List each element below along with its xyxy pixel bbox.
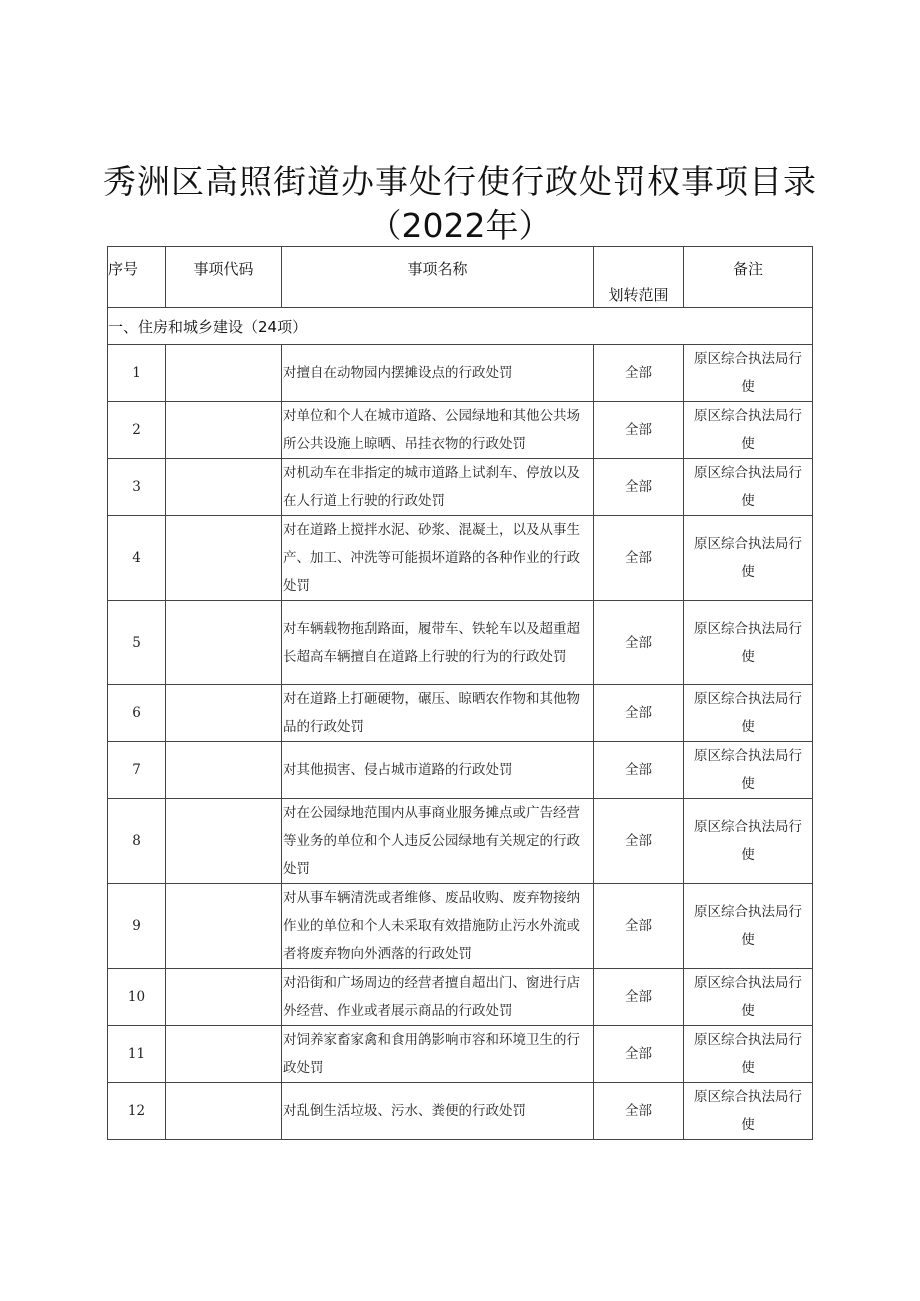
row-scope: 全部 xyxy=(594,799,684,884)
row-seq: 8 xyxy=(108,799,166,884)
row-code xyxy=(166,402,282,459)
row-seq: 12 xyxy=(108,1083,166,1140)
document-year: （2022年） xyxy=(368,206,552,245)
row-code xyxy=(166,1026,282,1083)
row-note: 原区综合执法局行使 xyxy=(684,742,813,799)
row-scope: 全部 xyxy=(594,516,684,601)
row-seq: 11 xyxy=(108,1026,166,1083)
document-title: 秀洲区高照街道办事处行使行政处罚权事项目录 xyxy=(103,162,817,201)
row-code xyxy=(166,799,282,884)
row-name: 对在道路上搅拌水泥、砂浆、混凝土，以及从事生产、加工、冲洗等可能损坏道路的各种作业的行政处罚 xyxy=(282,516,594,601)
row-seq: 1 xyxy=(108,345,166,402)
row-note: 原区综合执法局行使 xyxy=(684,799,813,884)
row-note: 原区综合执法局行使 xyxy=(684,601,813,685)
table-row xyxy=(108,459,813,516)
table-row xyxy=(108,1026,813,1083)
row-scope: 全部 xyxy=(594,884,684,969)
row-name: 对在道路上打砸硬物，碾压、晾晒农作物和其他物品的行政处罚 xyxy=(282,685,594,742)
row-scope: 全部 xyxy=(594,742,684,799)
row-note: 原区综合执法局行使 xyxy=(684,459,813,516)
row-scope: 全部 xyxy=(594,1026,684,1083)
section-row xyxy=(108,308,813,345)
row-note: 原区综合执法局行使 xyxy=(684,345,813,402)
catalog-table xyxy=(107,246,813,1140)
row-name: 对饲养家畜家禽和食用鸽影响市容和环境卫生的行政处罚 xyxy=(282,1026,594,1083)
row-seq: 9 xyxy=(108,884,166,969)
row-seq: 4 xyxy=(108,516,166,601)
row-note: 原区综合执法局行使 xyxy=(684,884,813,969)
table-row xyxy=(108,969,813,1026)
row-name: 对乱倒生活垃圾、污水、粪便的行政处罚 xyxy=(282,1083,594,1140)
row-seq: 7 xyxy=(108,742,166,799)
header-name: 事项名称 xyxy=(282,247,594,308)
row-note: 原区综合执法局行使 xyxy=(684,685,813,742)
section-label: 一、住房和城乡建设（24项） xyxy=(108,308,813,345)
row-scope: 全部 xyxy=(594,402,684,459)
table-row xyxy=(108,742,813,799)
row-note: 原区综合执法局行使 xyxy=(684,1026,813,1083)
row-name: 对从事车辆清洗或者维修、废品收购、废弃物接纳作业的单位和个人未采取有效措施防止污水外流或者将废弃物向外洒落的行政处罚 xyxy=(282,884,594,969)
row-scope: 全部 xyxy=(594,969,684,1026)
row-name: 对在公园绿地范围内从事商业服务摊点或广告经营等业务的单位和个人违反公园绿地有关规定的行政处罚 xyxy=(282,799,594,884)
row-code xyxy=(166,459,282,516)
row-note: 原区综合执法局行使 xyxy=(684,516,813,601)
row-code xyxy=(166,884,282,969)
row-code xyxy=(166,601,282,685)
table-row xyxy=(108,345,813,402)
row-code xyxy=(166,1083,282,1140)
header-seq: 序号 xyxy=(108,247,166,308)
row-name: 对擅自在动物园内摆摊设点的行政处罚 xyxy=(282,345,594,402)
row-note: 原区综合执法局行使 xyxy=(684,1083,813,1140)
row-name: 对沿街和广场周边的经营者擅自超出门、窗进行店外经营、作业或者展示商品的行政处罚 xyxy=(282,969,594,1026)
row-code xyxy=(166,516,282,601)
row-seq: 10 xyxy=(108,969,166,1026)
row-seq: 6 xyxy=(108,685,166,742)
row-code xyxy=(166,969,282,1026)
row-scope: 全部 xyxy=(594,1083,684,1140)
table-row xyxy=(108,402,813,459)
row-name: 对单位和个人在城市道路、公园绿地和其他公共场所公共设施上晾晒、吊挂衣物的行政处罚 xyxy=(282,402,594,459)
row-scope: 全部 xyxy=(594,345,684,402)
table-row xyxy=(108,884,813,969)
row-code xyxy=(166,685,282,742)
row-seq: 3 xyxy=(108,459,166,516)
header-scope: 划转范围 xyxy=(594,247,684,308)
table-header-row xyxy=(108,247,813,308)
header-note: 备注 xyxy=(684,247,813,308)
table-row xyxy=(108,1083,813,1140)
table-row xyxy=(108,601,813,685)
row-name: 对机动车在非指定的城市道路上试刹车、停放以及在人行道上行驶的行政处罚 xyxy=(282,459,594,516)
table-row xyxy=(108,685,813,742)
row-name: 对车辆载物拖刮路面，履带车、铁轮车以及超重超长超高车辆擅自在道路上行驶的行为的行政处罚 xyxy=(282,601,594,685)
table-row xyxy=(108,516,813,601)
row-name: 对其他损害、侵占城市道路的行政处罚 xyxy=(282,742,594,799)
row-seq: 2 xyxy=(108,402,166,459)
row-scope: 全部 xyxy=(594,685,684,742)
row-code xyxy=(166,742,282,799)
row-code xyxy=(166,345,282,402)
header-code: 事项代码 xyxy=(166,247,282,308)
table-row xyxy=(108,799,813,884)
row-scope: 全部 xyxy=(594,601,684,685)
row-seq: 5 xyxy=(108,601,166,685)
row-note: 原区综合执法局行使 xyxy=(684,969,813,1026)
row-scope: 全部 xyxy=(594,459,684,516)
row-note: 原区综合执法局行使 xyxy=(684,402,813,459)
